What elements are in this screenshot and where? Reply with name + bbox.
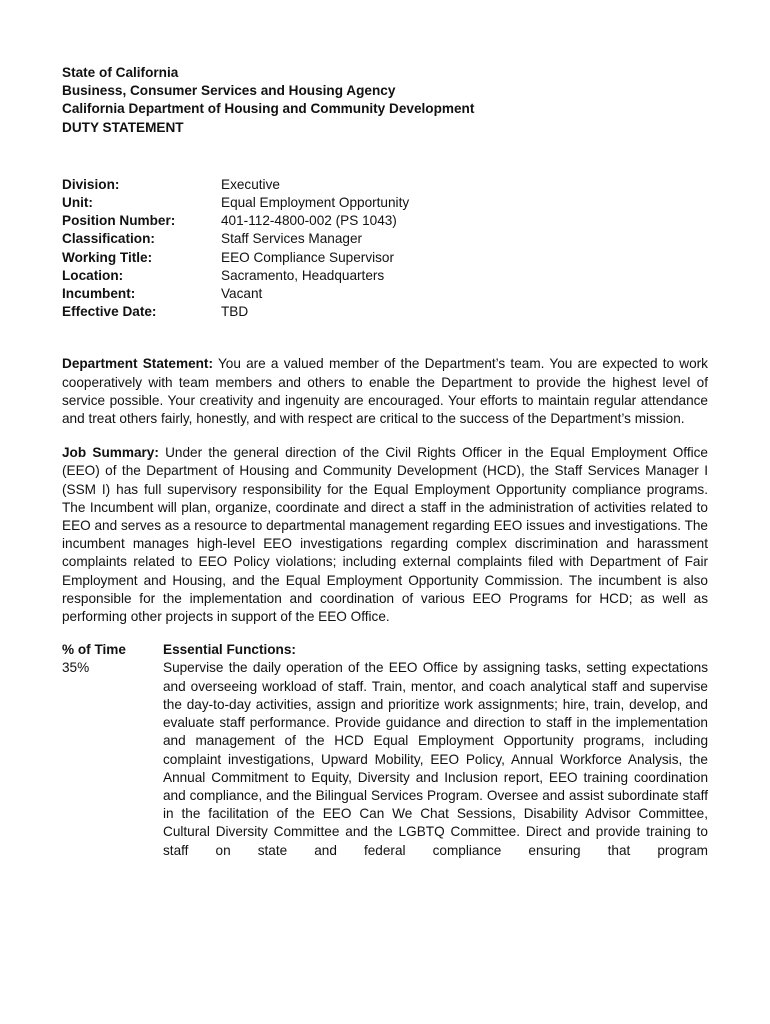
- info-value: Equal Employment Opportunity: [221, 195, 410, 211]
- position-info: [62, 176, 708, 322]
- info-row-division: [62, 176, 708, 194]
- info-label: Classification:: [62, 231, 155, 247]
- header-agency: Business, Consumer Services and Housing Agency: [62, 83, 396, 99]
- info-value: Staff Services Manager: [221, 231, 363, 247]
- function-description: Supervise the daily operation of the EEO Office by assigning tasks, setting expectations and overseeing workload of staff. Train, mentor, and coach analytical staff and supervise the day-to-day activities, assign and prioritize work assignments; hire, train, develop, and evaluate staff performance. Provide guidance and direction to staff in the implementation and management of the HCD Equal Employment Opportunity programs, including complaint investigations, Upward Mobility, EEO Policy, Annual Workforce Analysis, the Annual Commitment to Equity, Diversity and Inclusion report, EEO training coordination and compliance, and the Bilingual Services Program. Oversee and assist subordinate staff in the facilitation of the EEO Can We Chat Sessions, Disability Advisor Committee, Cultural Diversity Committee and the LGBTQ Committee. Direct and provide training to staff on state and federal compliance ensuring that program: [163, 660, 708, 858]
- info-row-location: [62, 267, 708, 285]
- functions-header: [62, 641, 708, 659]
- info-value: TBD: [221, 304, 249, 320]
- info-row-incumbent: [62, 285, 708, 303]
- info-label: Incumbent:: [62, 286, 136, 302]
- job-summary: [62, 444, 708, 626]
- info-value: 401-112-4800-002 (PS 1043): [221, 213, 397, 229]
- essential-functions-header: Essential Functions:: [163, 642, 296, 658]
- info-label: Location:: [62, 267, 124, 283]
- department-statement: [62, 355, 708, 428]
- job-summary-text: Under the general direction of the Civil Rights Officer in the Equal Employment Office (EEO) of the Department of Housing and Community Development (HCD), the Staff Services Manager I (SSM I) has full supervisory responsibility for the Equal Employment Opportunity compliance programs. The Incumbent will plan, organize, coordinate and direct a staff in the administration of activities related to EEO and serves as a resource to departmental management regarding EEO issues and investigations. The incumbent manages high-level EEO investigations regarding complex discrimination and harassment complaints related to EEO Policy violations; including external complaints filed with Department of Fair Employment and Housing, and the Equal Employment Opportunity Commission. The incumbent is also responsible for the implementation and coordination of various EEO Programs for HCD; as well as performing other projects in support of the EEO Office.: [62, 445, 708, 625]
- info-row-unit: [62, 194, 708, 212]
- function-percent: 35%: [62, 660, 90, 676]
- header-state: State of California: [62, 65, 179, 80]
- duty-statement-page: [62, 64, 708, 860]
- job-summary-label: Job Summary:: [62, 445, 159, 461]
- department-statement-text: You are a valued member of the Department’s team. You are expected to work cooperatively with team members and others to enable the Department to provide the highest level of service possible. Your creativity and ingenuity are encouraged. Your efforts to maintain regular attendance and treat others fairly, honestly, and with respect are critical to the success of the Department’s mission.: [62, 356, 708, 427]
- info-row-position-number: [62, 212, 708, 230]
- info-row-classification: [62, 230, 708, 248]
- department-statement-label: Department Statement:: [62, 356, 213, 372]
- info-value: Executive: [221, 176, 280, 192]
- info-value: Sacramento, Headquarters: [221, 267, 385, 283]
- info-label: Division:: [62, 176, 120, 192]
- info-label: Position Number:: [62, 213, 176, 229]
- info-value: EEO Compliance Supervisor: [221, 249, 395, 265]
- info-row-effective-date: [62, 303, 708, 321]
- percent-time-header: % of Time: [62, 642, 126, 658]
- info-label: Working Title:: [62, 249, 153, 265]
- essential-functions: [62, 641, 708, 859]
- info-label: Effective Date:: [62, 304, 157, 320]
- info-row-working-title: [62, 249, 708, 267]
- document-title: DUTY STATEMENT: [62, 119, 184, 135]
- document-header: [62, 64, 708, 137]
- info-label: Unit:: [62, 195, 93, 211]
- function-item: [62, 659, 708, 859]
- info-value: Vacant: [221, 286, 263, 302]
- header-department: California Department of Housing and Community Development: [62, 101, 475, 117]
